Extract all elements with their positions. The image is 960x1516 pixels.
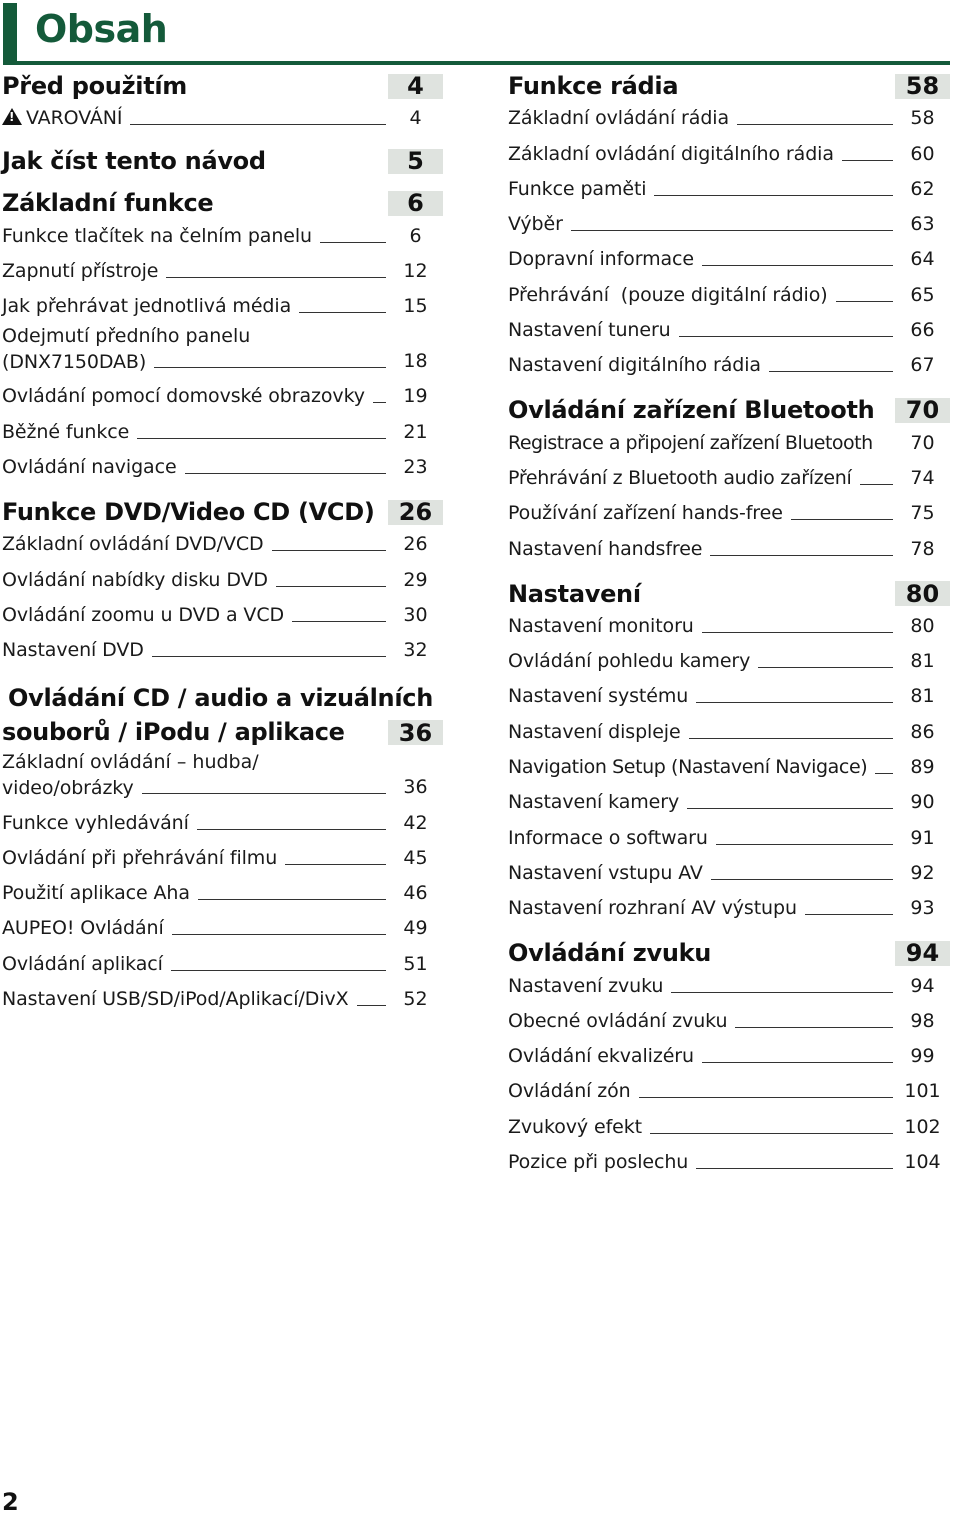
entry-label: Nastavení kamery bbox=[508, 791, 680, 814]
dot-leader bbox=[172, 934, 386, 935]
page-header bbox=[3, 3, 950, 65]
entry-page: 4 bbox=[409, 107, 422, 130]
dot-leader bbox=[702, 632, 893, 633]
toc-entry[interactable] bbox=[508, 312, 950, 347]
entry-label: Jak přehrávat jednotlivá média bbox=[2, 295, 292, 318]
entry-page: 62 bbox=[910, 177, 935, 200]
entry-label-line1: Základní ovládání – hudba/ bbox=[2, 751, 259, 774]
entry-label: Nastavení vstupu AV bbox=[508, 861, 703, 884]
entry-label: Funkce tlačítek na čelním panelu bbox=[2, 224, 312, 247]
dot-leader bbox=[639, 1097, 893, 1098]
entry-page: 15 bbox=[403, 295, 428, 318]
entry-page: 46 bbox=[403, 882, 428, 905]
entry-label: Ovládání zoomu u DVD a VCD bbox=[2, 603, 285, 626]
dot-leader bbox=[769, 371, 893, 372]
entry-page: 98 bbox=[910, 1009, 935, 1032]
entry-page: 12 bbox=[403, 259, 428, 282]
entry-page: 102 bbox=[904, 1115, 941, 1138]
dot-leader bbox=[710, 555, 893, 556]
entry-page: 70 bbox=[910, 431, 935, 454]
entry-label: Výběr bbox=[508, 213, 563, 236]
toc-entry[interactable] bbox=[508, 1073, 950, 1108]
entry-page: 49 bbox=[403, 917, 428, 940]
entry-label: Funkce vyhledávání bbox=[2, 811, 189, 834]
section-title: Před použitím bbox=[2, 72, 187, 100]
section-title: Jak číst tento návod bbox=[2, 147, 266, 176]
entry-label: Ovládání nabídky disku DVD bbox=[2, 568, 268, 591]
entry-label-line2: (DNX7150DAB) bbox=[2, 351, 147, 374]
entry-page: 58 bbox=[910, 107, 935, 130]
dot-leader bbox=[702, 1062, 893, 1063]
toc-entry[interactable] bbox=[508, 100, 950, 135]
toc-entry[interactable] bbox=[508, 678, 950, 713]
entry-label: Navigation Setup (Nastavení Navigace) bbox=[508, 756, 868, 779]
dot-leader bbox=[711, 879, 893, 880]
toc-section-heading[interactable] bbox=[508, 939, 950, 967]
dot-leader bbox=[696, 702, 893, 703]
dot-leader bbox=[836, 301, 893, 302]
entry-label: Informace o softwaru bbox=[508, 826, 708, 849]
dot-leader bbox=[185, 473, 386, 474]
entry-label: Funkce paměti bbox=[508, 177, 647, 200]
dot-leader bbox=[702, 265, 893, 266]
dot-leader bbox=[737, 124, 893, 125]
entry-label: Základní ovládání digitálního rádia bbox=[508, 142, 834, 165]
toc-entry[interactable] bbox=[508, 241, 950, 276]
dot-leader bbox=[197, 829, 386, 830]
toc-entry[interactable] bbox=[508, 749, 950, 784]
entry-label: AUPEO! Ovládání bbox=[2, 917, 164, 940]
entry-label-wrap bbox=[2, 107, 122, 135]
section-page-badge: 94 bbox=[895, 941, 950, 966]
entry-page: 32 bbox=[403, 639, 428, 662]
toc-entry[interactable] bbox=[2, 253, 443, 288]
entry-label: Ovládání navigace bbox=[2, 456, 177, 479]
entry-label: VAROVÁNÍ bbox=[26, 107, 123, 130]
section-page-badge: 36 bbox=[388, 720, 443, 745]
section-title-line2: souborů / iPodu / aplikace bbox=[2, 718, 345, 747]
dot-leader bbox=[166, 277, 386, 278]
entry-page: 42 bbox=[403, 811, 428, 834]
entry-label: Nastavení displeje bbox=[508, 720, 681, 743]
toc-section-heading[interactable] bbox=[508, 72, 950, 100]
toc-entry[interactable] bbox=[508, 1144, 950, 1179]
entry-label: Přehrávání z Bluetooth audio zařízení bbox=[508, 466, 852, 489]
toc-entry[interactable] bbox=[508, 713, 950, 748]
section-page-badge: 58 bbox=[895, 74, 950, 99]
dot-leader bbox=[285, 864, 386, 865]
entry-page: 30 bbox=[403, 603, 428, 626]
entry-page: 23 bbox=[403, 456, 428, 479]
entry-label: Nastavení DVD bbox=[2, 639, 144, 662]
entry-label: Nastavení digitálního rádia bbox=[508, 354, 761, 377]
section-title: Nastavení bbox=[508, 579, 641, 608]
entry-page: 78 bbox=[910, 537, 935, 560]
entry-label: Nastavení handsfree bbox=[508, 537, 703, 560]
entry-label: Dopravní informace bbox=[508, 248, 694, 271]
entry-page: 26 bbox=[403, 533, 428, 556]
toc-entry[interactable] bbox=[2, 413, 443, 448]
section-title: Ovládání zařízení Bluetooth bbox=[508, 396, 875, 425]
entry-label: Pozice při poslechu bbox=[508, 1151, 689, 1174]
toc-entry[interactable] bbox=[2, 378, 443, 413]
toc-section-heading[interactable] bbox=[2, 72, 443, 100]
section-page-badge: 70 bbox=[895, 398, 950, 423]
entry-label: Ovládání při přehrávání filmu bbox=[2, 846, 278, 869]
toc-entry[interactable] bbox=[2, 561, 443, 596]
entry-page: 19 bbox=[403, 385, 428, 408]
entry-page: 6 bbox=[409, 224, 422, 247]
dot-leader bbox=[716, 844, 893, 845]
dot-leader bbox=[373, 402, 386, 403]
entry-label: Základní ovládání rádia bbox=[508, 107, 729, 130]
dot-leader bbox=[805, 914, 893, 915]
entry-page: 90 bbox=[910, 791, 935, 814]
entry-page: 66 bbox=[910, 319, 935, 342]
entry-label: Běžné funkce bbox=[2, 420, 130, 443]
toc-entry[interactable] bbox=[2, 875, 443, 910]
entry-label: Ovládání aplikací bbox=[2, 952, 163, 975]
toc-entry[interactable] bbox=[508, 347, 950, 382]
dot-leader bbox=[679, 336, 893, 337]
entry-page: 65 bbox=[910, 283, 935, 306]
entry-label: Registrace a připojení zařízení Bluetooth bbox=[508, 431, 873, 454]
entry-page: 86 bbox=[910, 720, 935, 743]
toc-entry[interactable] bbox=[508, 608, 950, 643]
dot-leader bbox=[696, 1168, 893, 1169]
entry-page: 75 bbox=[910, 502, 935, 525]
toc-section-heading[interactable] bbox=[508, 580, 950, 608]
dot-leader bbox=[687, 808, 893, 809]
entry-page: 67 bbox=[910, 354, 935, 377]
entry-label: Ovládání pohledu kamery bbox=[508, 650, 751, 673]
entry-page: 92 bbox=[910, 861, 935, 884]
dot-leader bbox=[671, 992, 893, 993]
toc-entry[interactable] bbox=[2, 749, 443, 804]
entry-page: 89 bbox=[910, 756, 935, 779]
dot-leader bbox=[689, 738, 893, 739]
entry-label: Používání zařízení hands-free bbox=[508, 502, 783, 525]
dot-leader bbox=[654, 195, 893, 196]
section-page-badge: 6 bbox=[388, 191, 443, 216]
dot-leader bbox=[875, 773, 893, 774]
toc-section-heading[interactable] bbox=[508, 396, 950, 424]
toc-entry[interactable] bbox=[2, 632, 443, 667]
entry-label: Základní ovládání DVD/VCD bbox=[2, 533, 264, 556]
entry-page: 101 bbox=[904, 1080, 941, 1103]
section-page-badge: 80 bbox=[895, 581, 950, 606]
dot-leader bbox=[791, 519, 893, 520]
toc-entry[interactable] bbox=[2, 804, 443, 839]
dot-leader bbox=[758, 667, 893, 668]
toc-entry[interactable] bbox=[508, 855, 950, 890]
page-number: 2 bbox=[2, 1488, 19, 1516]
toc-entry[interactable] bbox=[508, 530, 950, 565]
dot-leader bbox=[357, 1005, 386, 1006]
entry-label: Ovládání pomocí domovské obrazovky bbox=[2, 385, 365, 408]
section-title: Ovládání zvuku bbox=[508, 939, 712, 968]
dot-leader bbox=[276, 586, 386, 587]
entry-page: 29 bbox=[403, 568, 428, 591]
entry-label: Zvukový efekt bbox=[508, 1115, 643, 1138]
toc-entry[interactable] bbox=[508, 784, 950, 819]
toc-entry[interactable] bbox=[508, 424, 950, 459]
toc-entry[interactable] bbox=[508, 460, 950, 495]
entry-page: 74 bbox=[910, 466, 935, 489]
toc-entry[interactable] bbox=[2, 323, 443, 378]
toc-entry[interactable] bbox=[508, 890, 950, 925]
dot-leader bbox=[860, 484, 893, 485]
toc-section-heading[interactable] bbox=[2, 147, 443, 175]
dot-leader bbox=[152, 656, 386, 657]
toc-entry[interactable] bbox=[508, 1003, 950, 1038]
entry-page: 81 bbox=[910, 650, 935, 673]
dot-leader bbox=[154, 367, 386, 368]
entry-page: 104 bbox=[904, 1151, 941, 1174]
section-title: Funkce DVD/Video CD (VCD) bbox=[2, 498, 375, 527]
entry-page: 99 bbox=[910, 1045, 935, 1068]
dot-leader bbox=[171, 970, 386, 971]
toc-entry[interactable] bbox=[508, 1108, 950, 1143]
entry-label: Obecné ovládání zvuku bbox=[508, 1009, 728, 1032]
entry-page: 21 bbox=[403, 420, 428, 443]
entry-label: Nastavení zvuku bbox=[508, 974, 664, 997]
entry-page: 51 bbox=[403, 952, 428, 975]
toc-entry[interactable] bbox=[2, 100, 443, 135]
toc-entry[interactable] bbox=[2, 288, 443, 323]
dot-leader bbox=[272, 550, 386, 551]
toc-entry[interactable] bbox=[2, 840, 443, 875]
entry-page: 80 bbox=[910, 614, 935, 637]
entry-label: Zapnutí přístroje bbox=[2, 259, 159, 282]
entry-page: 64 bbox=[910, 248, 935, 271]
entry-page: 63 bbox=[910, 213, 935, 236]
entry-label: Přehrávání (pouze digitální rádio) bbox=[508, 283, 828, 306]
dot-leader bbox=[130, 124, 386, 125]
entry-page: 91 bbox=[910, 826, 935, 849]
toc-entry[interactable] bbox=[508, 206, 950, 241]
toc-entry[interactable] bbox=[508, 1038, 950, 1073]
section-title-line1: Ovládání CD / audio a vizuálních bbox=[8, 684, 433, 713]
dot-leader bbox=[299, 312, 386, 313]
entry-page: 60 bbox=[910, 142, 935, 165]
toc-section-heading[interactable] bbox=[2, 498, 443, 526]
warning-icon bbox=[2, 108, 22, 125]
dot-leader bbox=[198, 899, 386, 900]
toc-entry[interactable] bbox=[508, 495, 950, 530]
entry-page: 93 bbox=[910, 897, 935, 920]
entry-label-line1: Odejmutí předního panelu bbox=[2, 325, 251, 348]
entry-label: Nastavení USB/SD/iPod/Aplikací/DivX bbox=[2, 988, 349, 1011]
entry-label: Použití aplikace Aha bbox=[2, 882, 190, 905]
entry-page: 52 bbox=[403, 988, 428, 1011]
toc-entry[interactable] bbox=[508, 967, 950, 1002]
toc-entry[interactable] bbox=[2, 981, 443, 1016]
entry-page: 94 bbox=[910, 974, 935, 997]
section-page-badge: 5 bbox=[388, 149, 443, 174]
entry-label: Nastavení systému bbox=[508, 685, 689, 708]
toc-entry[interactable] bbox=[2, 910, 443, 945]
entry-label: Nastavení monitoru bbox=[508, 614, 694, 637]
dot-leader bbox=[881, 449, 893, 450]
entry-page: 36 bbox=[403, 776, 428, 799]
entry-page: 45 bbox=[403, 846, 428, 869]
dot-leader bbox=[320, 242, 386, 243]
toc-left-column bbox=[2, 72, 443, 1016]
toc-entry[interactable] bbox=[2, 217, 443, 252]
dot-leader bbox=[842, 160, 893, 161]
dot-leader bbox=[137, 438, 386, 439]
toc-entry[interactable] bbox=[508, 643, 950, 678]
entry-page: 81 bbox=[910, 685, 935, 708]
dot-leader bbox=[735, 1027, 893, 1028]
header-accent-bar bbox=[3, 3, 17, 61]
toc-entry[interactable] bbox=[2, 597, 443, 632]
entry-label: Nastavení tuneru bbox=[508, 319, 671, 342]
toc-section-heading[interactable] bbox=[2, 189, 443, 217]
toc-entry[interactable] bbox=[508, 171, 950, 206]
entry-label: Ovládání zón bbox=[508, 1080, 631, 1103]
toc-section-heading[interactable] bbox=[2, 681, 443, 749]
dot-leader bbox=[650, 1133, 893, 1134]
section-page-badge: 26 bbox=[388, 500, 443, 525]
entry-label-line2: video/obrázky bbox=[2, 777, 134, 800]
toc-entry[interactable] bbox=[508, 135, 950, 170]
page-title: Obsah bbox=[35, 7, 168, 51]
section-title: Základní funkce bbox=[2, 189, 214, 218]
section-title: Funkce rádia bbox=[508, 72, 679, 100]
toc-entry[interactable] bbox=[508, 276, 950, 311]
toc-right-column bbox=[508, 72, 950, 1179]
toc-entry[interactable] bbox=[2, 945, 443, 980]
dot-leader bbox=[292, 621, 386, 622]
section-page-badge: 4 bbox=[388, 74, 443, 99]
toc-entry[interactable] bbox=[2, 526, 443, 561]
entry-page: 18 bbox=[403, 350, 428, 373]
toc-entry[interactable] bbox=[2, 449, 443, 484]
entry-label: Nastavení rozhraní AV výstupu bbox=[508, 897, 797, 920]
dot-leader bbox=[571, 230, 893, 231]
entry-label: Ovládání ekvalizéru bbox=[508, 1045, 694, 1068]
dot-leader bbox=[142, 793, 386, 794]
toc-entry[interactable] bbox=[508, 819, 950, 854]
